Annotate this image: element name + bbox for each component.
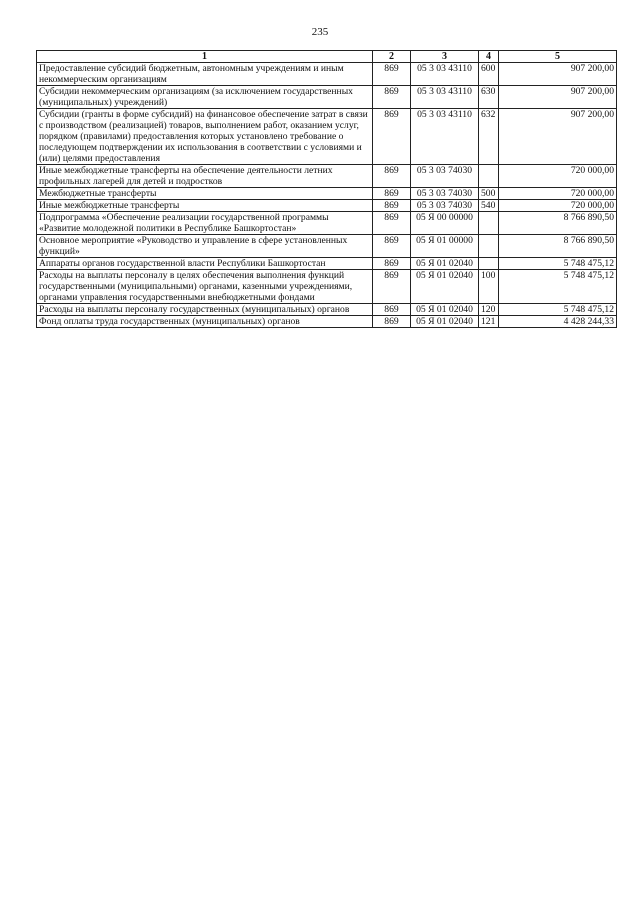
row-expense-type: 630 — [479, 86, 499, 109]
row-grbs-code: 869 — [373, 304, 411, 316]
row-name: Расходы на выплаты персоналу государственных (муниципальных) органов — [37, 304, 373, 316]
row-amount: 907 200,00 — [499, 109, 617, 165]
table-row — [37, 188, 617, 200]
header-col-4: 4 — [479, 51, 499, 63]
row-amount: 4 428 244,33 — [499, 316, 617, 328]
header-col-5: 5 — [499, 51, 617, 63]
row-name: Субсидии (гранты в форме субсидий) на финансовое обеспечение затрат в связи с производством (реализацией) товаров, выполнением работ, оказанием услуг, порядком (правилами) предоставления которых установлено требование о последующем подтверждении их использования в соответствии с условиями и (или) целями предоставления — [37, 109, 373, 165]
row-expense-type: 100 — [479, 270, 499, 304]
row-name: Аппараты органов государственной власти Республики Башкортостан — [37, 258, 373, 270]
table-row — [37, 316, 617, 328]
row-grbs-code: 869 — [373, 109, 411, 165]
row-name: Субсидии некоммерческим организациям (за исключением государственных (муниципальных) учреждений) — [37, 86, 373, 109]
table-row — [37, 86, 617, 109]
row-target-article: 05 3 03 43110 — [411, 86, 479, 109]
row-name: Расходы на выплаты персоналу в целях обеспечения выполнения функций государственными (муниципальными) органами, казенными учреждениями, органами управления государственными внебюджетными фондами — [37, 270, 373, 304]
row-name: Межбюджетные трансферты — [37, 188, 373, 200]
row-amount: 720 000,00 — [499, 200, 617, 212]
row-expense-type — [479, 235, 499, 258]
row-target-article: 05 3 03 74030 — [411, 165, 479, 188]
row-expense-type: 600 — [479, 63, 499, 86]
table-body — [37, 63, 617, 328]
row-grbs-code: 869 — [373, 270, 411, 304]
row-amount: 720 000,00 — [499, 165, 617, 188]
row-amount: 5 748 475,12 — [499, 304, 617, 316]
row-name: Фонд оплаты труда государственных (муниципальных) органов — [37, 316, 373, 328]
header-col-2: 2 — [373, 51, 411, 63]
row-expense-type: 120 — [479, 304, 499, 316]
page-number: 235 — [311, 26, 329, 38]
row-target-article: 05 3 03 74030 — [411, 188, 479, 200]
row-target-article: 05 Я 00 00000 — [411, 212, 479, 235]
row-amount: 5 748 475,12 — [499, 258, 617, 270]
row-amount: 8 766 890,50 — [499, 235, 617, 258]
row-amount: 720 000,00 — [499, 188, 617, 200]
row-name: Предоставление субсидий бюджетным, автономным учреждениям и иным некоммерческим организациям — [37, 63, 373, 86]
table-header-row — [37, 51, 617, 63]
row-name: Иные межбюджетные трансферты на обеспечение деятельности летних профильных лагерей для детей и подростков — [37, 165, 373, 188]
row-expense-type: 632 — [479, 109, 499, 165]
row-name: Подпрограмма «Обеспечение реализации государственной программы «Развитие молодежной политики в Республике Башкортостан» — [37, 212, 373, 235]
row-grbs-code: 869 — [373, 200, 411, 212]
row-grbs-code: 869 — [373, 258, 411, 270]
table-row — [37, 200, 617, 212]
table-row — [37, 63, 617, 86]
row-amount: 907 200,00 — [499, 86, 617, 109]
row-target-article: 05 Я 01 02040 — [411, 304, 479, 316]
row-grbs-code: 869 — [373, 235, 411, 258]
header-col-1: 1 — [37, 51, 373, 63]
row-name: Основное мероприятие «Руководство и управление в сфере установленных функций» — [37, 235, 373, 258]
row-grbs-code: 869 — [373, 63, 411, 86]
table-row — [37, 109, 617, 165]
table-row — [37, 270, 617, 304]
budget-table — [36, 50, 617, 328]
row-grbs-code: 869 — [373, 188, 411, 200]
table-row — [37, 235, 617, 258]
row-target-article: 05 Я 01 02040 — [411, 270, 479, 304]
row-expense-type: 540 — [479, 200, 499, 212]
row-grbs-code: 869 — [373, 86, 411, 109]
table-row — [37, 304, 617, 316]
row-grbs-code: 869 — [373, 212, 411, 235]
row-target-article: 05 3 03 74030 — [411, 200, 479, 212]
row-grbs-code: 869 — [373, 165, 411, 188]
row-target-article: 05 Я 01 02040 — [411, 258, 479, 270]
row-target-article: 05 Я 01 00000 — [411, 235, 479, 258]
row-amount: 5 748 475,12 — [499, 270, 617, 304]
row-name: Иные межбюджетные трансферты — [37, 200, 373, 212]
row-amount: 8 766 890,50 — [499, 212, 617, 235]
row-expense-type — [479, 258, 499, 270]
row-expense-type — [479, 212, 499, 235]
row-expense-type — [479, 165, 499, 188]
row-target-article: 05 3 03 43110 — [411, 63, 479, 86]
row-expense-type: 500 — [479, 188, 499, 200]
row-target-article: 05 Я 01 02040 — [411, 316, 479, 328]
row-amount: 907 200,00 — [499, 63, 617, 86]
table-row — [37, 258, 617, 270]
table-row — [37, 212, 617, 235]
row-grbs-code: 869 — [373, 316, 411, 328]
row-target-article: 05 3 03 43110 — [411, 109, 479, 165]
table-row — [37, 165, 617, 188]
row-expense-type: 121 — [479, 316, 499, 328]
header-col-3: 3 — [411, 51, 479, 63]
